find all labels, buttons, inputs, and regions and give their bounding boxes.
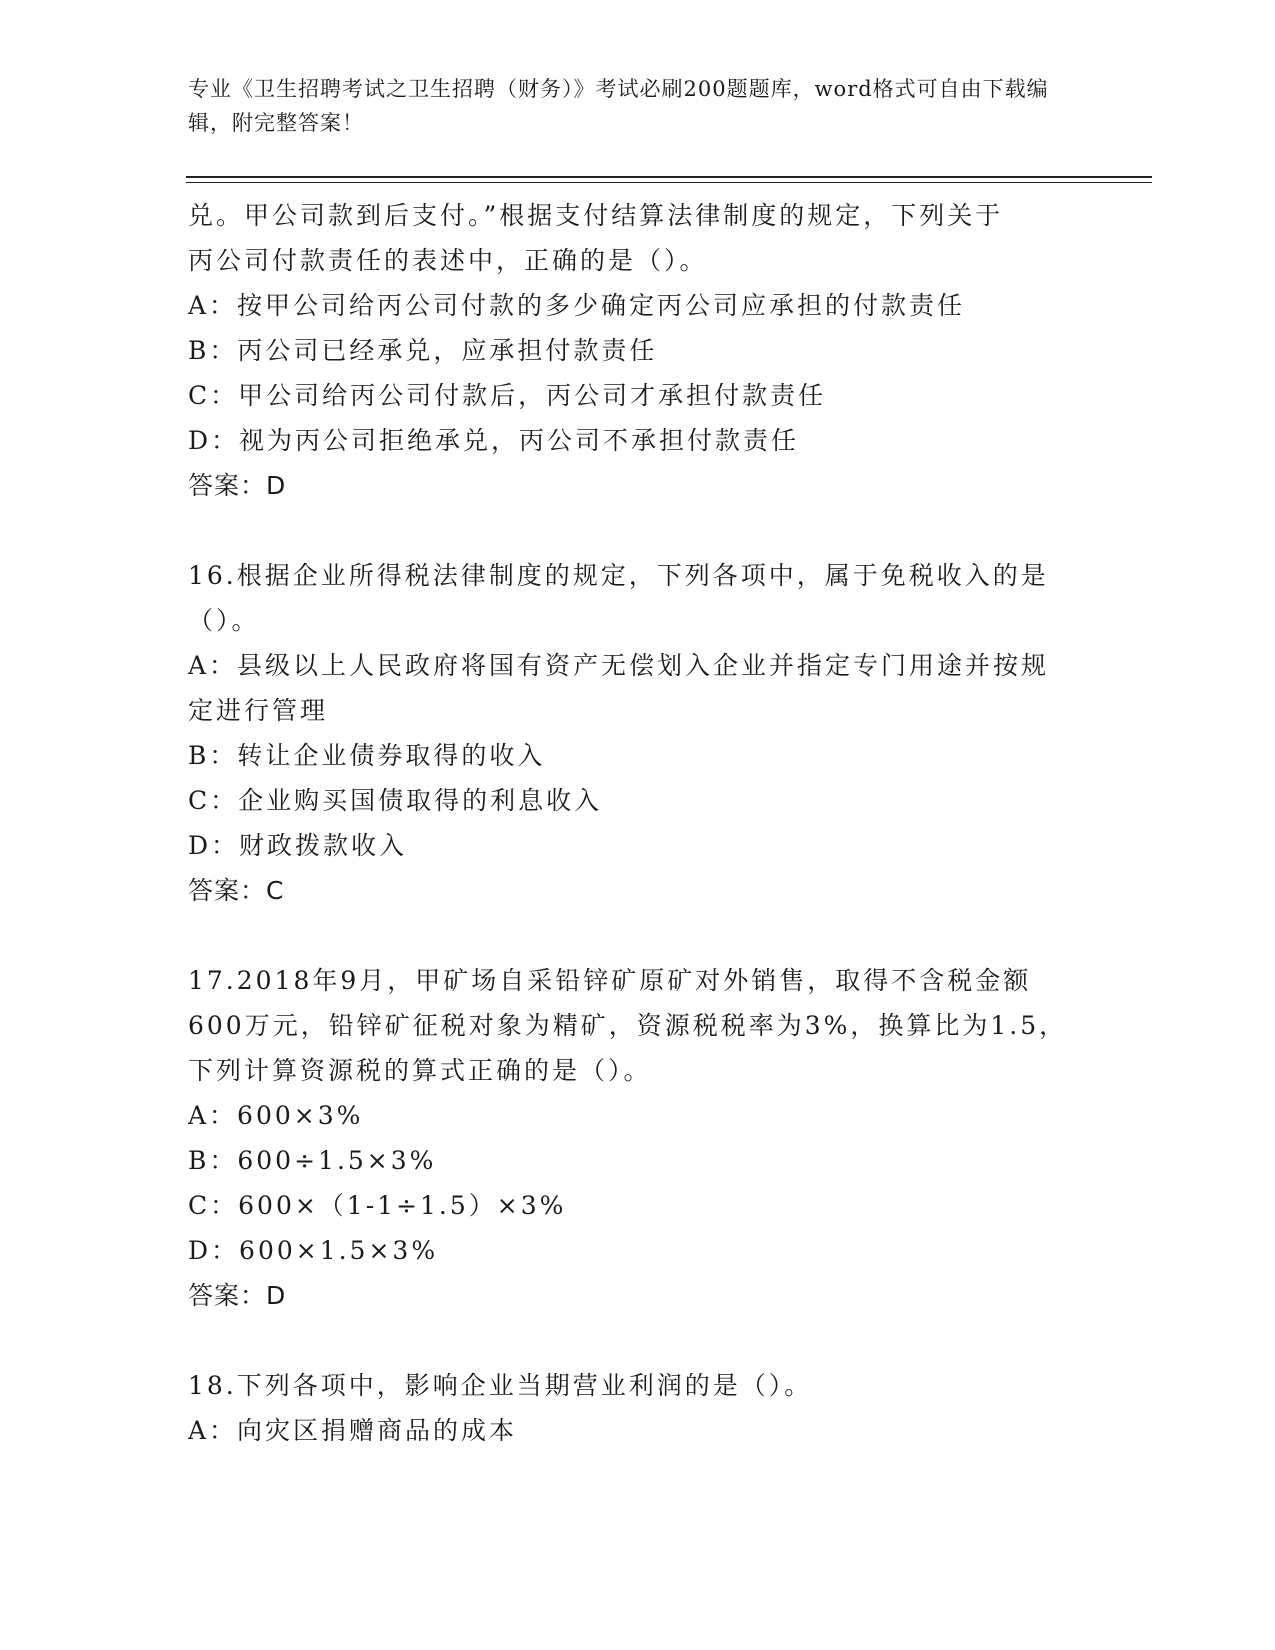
option-d: D：视为丙公司拒绝承兑，丙公司不承担付款责任 xyxy=(188,426,800,455)
question-18 xyxy=(188,1363,1088,1453)
option-b: B：丙公司已经承兑，应承担付款责任 xyxy=(188,336,658,365)
option-c: C：企业购买国债取得的利息收入 xyxy=(188,786,603,815)
question-stem-line: 17.2018年9月，甲矿场自采铅锌矿原矿对外销售，取得不含税金额 xyxy=(188,966,1032,995)
answer-line: 答案：D xyxy=(188,1281,287,1310)
option-a: A：县级以上人民政府将国有资产无偿划入企业并指定专门用途并按规 xyxy=(188,651,1050,680)
question-stem-line: 18.下列各项中，影响企业当期营业利润的是（）。 xyxy=(188,1371,813,1400)
question-stem-line: 16.根据企业所得税法律制度的规定，下列各项中，属于免税收入的是 xyxy=(188,561,1049,590)
option-d: D：600×1.5×3% xyxy=(188,1236,439,1265)
option-a: A：按甲公司给丙公司付款的多少确定丙公司应承担的付款责任 xyxy=(188,291,966,320)
option-a: A：600×3% xyxy=(188,1101,364,1130)
question-stem-line: 下列计算资源税的算式正确的是（）。 xyxy=(188,1056,652,1085)
document-header: 专业《卫生招聘考试之卫生招聘（财务）》考试必刷200题题库，word格式可自由下载编辑，附完整答案！ xyxy=(188,77,1049,135)
header-rule-thin xyxy=(186,182,1152,183)
question-16 xyxy=(188,553,1088,913)
question-stem-line: 兑。甲公司款到后支付。”根据支付结算法律制度的规定，下列关于 xyxy=(188,201,1004,230)
question-17 xyxy=(188,958,1088,1318)
option-b: B：600÷1.5×3% xyxy=(188,1146,437,1175)
option-d: D：财政拨款收入 xyxy=(188,831,408,860)
header-rule xyxy=(186,176,1152,178)
option-a: A：向灾区捐赠商品的成本 xyxy=(188,1416,518,1445)
option-a-continued: 定进行管理 xyxy=(188,696,329,725)
document-body xyxy=(188,193,1088,1453)
question-continued xyxy=(188,193,1088,508)
option-c: C：600×（1-1÷1.5）×3% xyxy=(188,1191,567,1220)
option-c: C：甲公司给丙公司付款后，丙公司才承担付款责任 xyxy=(188,381,827,410)
answer-line: 答案：C xyxy=(188,876,285,905)
option-b: B：转让企业债券取得的收入 xyxy=(188,741,546,770)
question-stem-line: （）。 xyxy=(188,606,260,635)
question-stem-line: 丙公司付款责任的表述中，正确的是（）。 xyxy=(188,246,708,275)
question-stem-line: 600万元，铅锌矿征税对象为精矿，资源税税率为3%，换算比为1.5， xyxy=(188,1011,1068,1040)
answer-line: 答案：D xyxy=(188,471,287,500)
